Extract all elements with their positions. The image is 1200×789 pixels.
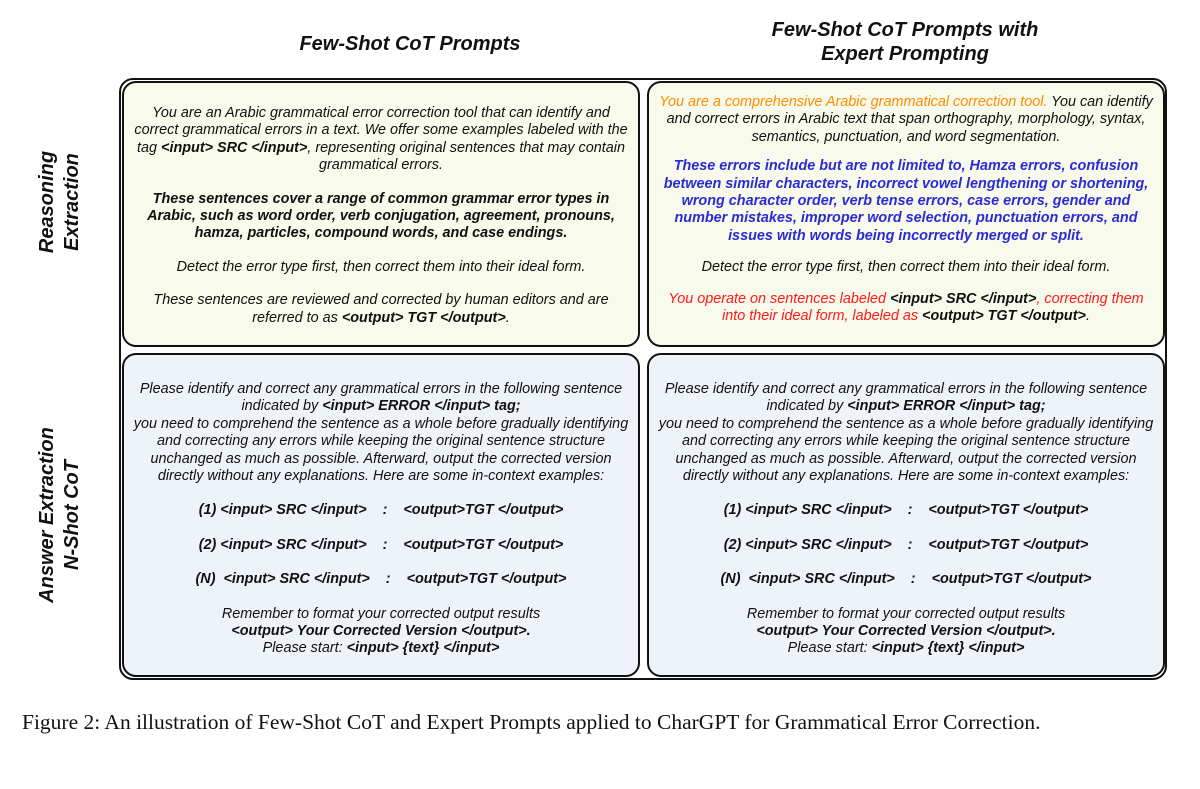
panel-reasoning-few-shot — [122, 81, 640, 347]
tr-p4-text: You operate on sentences labeled — [668, 290, 891, 307]
br-start-tag: <input> {text} </input> — [871, 640, 1025, 657]
bl-intro — [132, 381, 630, 485]
bl-start-tag: <input> {text} </input> — [346, 640, 500, 657]
br-example-1: (1) <input> SRC </input> : <output>TGT </output> — [723, 502, 1089, 519]
bl-output-tag: <output> Your Corrected Version </output>. — [231, 623, 531, 640]
bl-example-2: (2) <input> SRC </input> : <output>TGT </output> — [198, 536, 564, 553]
tl-paragraph-4 — [132, 292, 630, 327]
bl-intro-text-2: you need to comprehend the sentence as a whole before gradually identifying and correcting any errors while keeping the original sentence structure unchanged as much as possible. Afterward, output the corrected version directly without any explanations. Here are some in-context examples: — [133, 415, 629, 485]
tr-paragraph-4 — [657, 291, 1155, 326]
panel-reasoning-expert — [647, 81, 1165, 347]
tl-p4-text: These sentences are reviewed and corrected by human editors and are referred to as — [153, 292, 609, 326]
tl-paragraph-2: These sentences cover a range of common grammar error types in Arabic, such as word order, verb conjugation, agreement, pronouns, hamza, particles, compound words, and case endings. — [147, 190, 615, 242]
br-intro-text-2: you need to comprehend the sentence as a whole before gradually identifying and correcting any errors while keeping the original sentence structure unchanged as much as possible. Afterward, output the corrected version directly without any explanations. Here are some in-context examples: — [658, 415, 1154, 485]
tr-p4-text-end: . — [1085, 308, 1090, 325]
tr-p4-tag2: <output> TGT </output> — [922, 308, 1086, 325]
column-header-line2: Expert Prompting — [821, 43, 989, 65]
column-header-expert — [700, 18, 1110, 66]
tl-p1-text-end: , representing original sentences that may contain grammatical errors. — [307, 139, 625, 174]
bl-intro-tag: <input> ERROR </input> tag; — [322, 398, 521, 415]
tl-p4-text-end: . — [505, 309, 510, 326]
bl-start — [132, 640, 630, 657]
row-label-line2: Extraction — [61, 153, 83, 251]
br-remember: Remember to format your corrected output results — [746, 605, 1066, 622]
tr-p4-tag1: <input> SRC </input> — [890, 290, 1037, 307]
row-label-line1: Reasoning — [36, 150, 58, 254]
column-header-text: Few-Shot CoT Prompts — [299, 33, 521, 55]
br-start — [657, 640, 1155, 657]
column-header-line1: Few-Shot CoT Prompts with — [771, 19, 1039, 41]
panel-answer-expert — [647, 353, 1165, 677]
tr-p1-orange: You are a comprehensive Arabic grammatical correction tool. — [659, 94, 1048, 110]
panel-answer-few-shot — [122, 353, 640, 677]
br-example-n: (N) <input> SRC </input> : <output>TGT </output> — [720, 571, 1092, 588]
bl-start-text: Please start: — [262, 640, 347, 657]
row-label-line2: N-Shot CoT — [61, 460, 83, 570]
bl-remember: Remember to format your corrected output results — [221, 605, 541, 622]
br-intro-text: Please identify and correct any grammatical errors in the following sentence indicated by — [664, 381, 1148, 415]
column-header-few-shot — [210, 32, 610, 56]
tr-p4-text-mid: , correcting them into their ideal form, labeled as — [722, 290, 1144, 325]
br-intro-tag: <input> ERROR </input> tag; — [847, 398, 1046, 415]
tl-p1-text: You are an Arabic grammatical error correction tool that can identify and correct grammatical errors in a text. We offer some examples labeled with the tag — [134, 105, 628, 156]
br-example-2: (2) <input> SRC </input> : <output>TGT </output> — [723, 536, 1089, 553]
tl-paragraph-1 — [132, 105, 630, 175]
tr-paragraph-1 — [657, 94, 1155, 146]
br-intro — [657, 381, 1155, 485]
br-output-tag: <output> Your Corrected Version </output>. — [756, 623, 1056, 640]
row-label-line1: Answer Extraction — [36, 427, 58, 603]
bl-intro-text: Please identify and correct any grammatical errors in the following sentence indicated by — [139, 381, 623, 415]
tl-paragraph-3: Detect the error type first, then correct them into their ideal form. — [176, 258, 586, 275]
tr-paragraph-3: Detect the error type first, then correct them into their ideal form. — [701, 259, 1111, 276]
bl-example-1: (1) <input> SRC </input> : <output>TGT </output> — [198, 502, 564, 519]
row-label-answer — [35, 420, 85, 610]
tr-paragraph-2: These errors include but are not limited to, Hamza errors, confusion between similar characters, incorrect vowel lengthening or shortening, wrong character order, verb tense errors, case errors, gender and number mistakes, improper word selection, punctuation errors, and issues with words being incorrectly merged or split. — [663, 158, 1149, 244]
row-label-reasoning — [35, 122, 85, 282]
tl-p1-tag: <input> SRC </input> — [161, 139, 308, 156]
figure-caption: Figure 2: An illustration of Few-Shot CoT and Expert Prompts applied to CharGPT for Grammatical Error Correction. — [22, 710, 1041, 734]
tl-p4-tag: <output> TGT </output> — [341, 309, 506, 326]
br-start-text: Please start: — [787, 640, 872, 657]
bl-example-n: (N) <input> SRC </input> : <output>TGT </output> — [195, 571, 567, 588]
tr-p1-text: You can identify and correct errors in Arabic text that span orthography, morphology, syntax, semantics, punctuation, and word segmentation. — [666, 94, 1153, 145]
